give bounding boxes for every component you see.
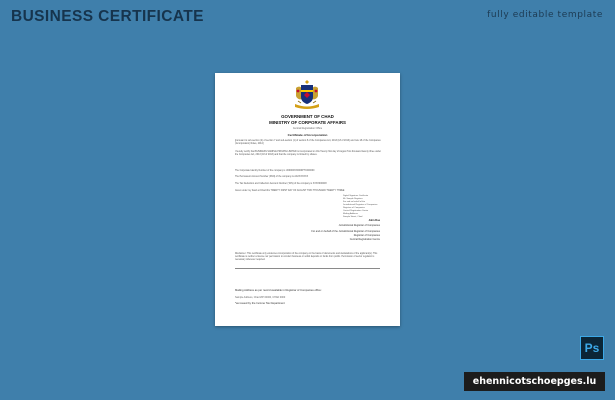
signature-line: Central Registration Centre bbox=[349, 238, 380, 241]
banner-title: BUSINESS CERTIFICATE bbox=[11, 8, 204, 25]
digital-signature-line: Jurisdictional Registrar of Companies bbox=[343, 203, 378, 206]
given-line: Given under my hand at Chad this TWENTY FIRST DAY OF AUGUST TWO THOUSAND TWENTY THREE bbox=[235, 190, 345, 192]
registrar-line: Central Registration Centre bbox=[343, 209, 369, 212]
mailing-address-label: Mailing Address as per record available in Registrar of Companies office: bbox=[235, 289, 322, 292]
digital-signature-line: Digital Signature Certificate bbox=[343, 195, 369, 197]
intro-paragraph: [pursuant to sub-section (2) of section 7 and sub-section (1) of section 8 of the Companies Act, 2013 (18 of 2013) and rule 18 of the Companies (Incorporation) Rules, 2014] bbox=[235, 140, 381, 146]
signatory-role: Jurisdictional Registrar of Companies bbox=[338, 224, 380, 227]
photoshop-icon: Ps bbox=[580, 336, 604, 360]
certificate-name: Certificate of Incorporation bbox=[287, 133, 328, 137]
registration-office: Central Registration Office bbox=[292, 127, 323, 130]
cin-line: The Corporate Identity Number of the company is U00000XX0000PTC000000 bbox=[235, 170, 315, 172]
registrar-line: Mailing Address: bbox=[343, 212, 359, 215]
certificate-document bbox=[215, 73, 400, 326]
pan-line: The Permanent Account Number (PAN) of the company is AAXXXXXXX bbox=[235, 176, 309, 178]
signature-line: Registrar of Companies bbox=[353, 234, 380, 237]
government-heading: GOVERNMENT OF CHAD bbox=[281, 114, 334, 119]
disclaimer-paragraph: Disclaimer: This certificate only evidences incorporation of the company on the basis of documents and declarations of the applicant(s). This certificate is neither a license nor permission to conduct business or solicit deposits or funds from public. Permission of sector regulator is necessary wherever required. bbox=[235, 253, 378, 261]
banner-subtitle: fully editable template bbox=[487, 10, 603, 20]
tan-line: The Tax Deduction and Collection Account Number (TAN) of the company is XXXX00000X bbox=[235, 183, 327, 185]
digital-signature-line: For and on behalf of the bbox=[343, 200, 366, 203]
digital-signature-block bbox=[343, 195, 377, 207]
registrar-line: Sample Street, Chad bbox=[343, 215, 363, 218]
registrar-line: Registrar of Companies bbox=[343, 207, 365, 209]
divider bbox=[235, 268, 380, 269]
mailing-address: Sample Address, Chad ZIP 00000, CHAD 0000 bbox=[235, 296, 286, 299]
signature-line: For and on behalf of the Jurisdictional Registrar of Companies bbox=[311, 230, 380, 233]
ministry-heading: MINISTRY OF CORPORATE AFFAIRS bbox=[269, 120, 346, 125]
certification-paragraph: I hereby certify that BUSINESS SAMPLE PRIVATE LIMITED is incorporated on this Twenty first day of August Two thousand twenty three under the Companies Act, 2013 (18 of 2013) and that the company is limited by shares. bbox=[235, 151, 382, 157]
signatory-name: John Doe bbox=[368, 219, 380, 222]
watermark-label: ehennicotschoepges.lu bbox=[464, 372, 605, 391]
chad-coat-of-arms-icon bbox=[291, 79, 323, 111]
registrar-block bbox=[343, 207, 368, 219]
pan-footnote: *as issued by the Income Tax Department bbox=[235, 302, 285, 305]
digital-signature-line: Mr. Sample Registrar bbox=[343, 197, 363, 200]
